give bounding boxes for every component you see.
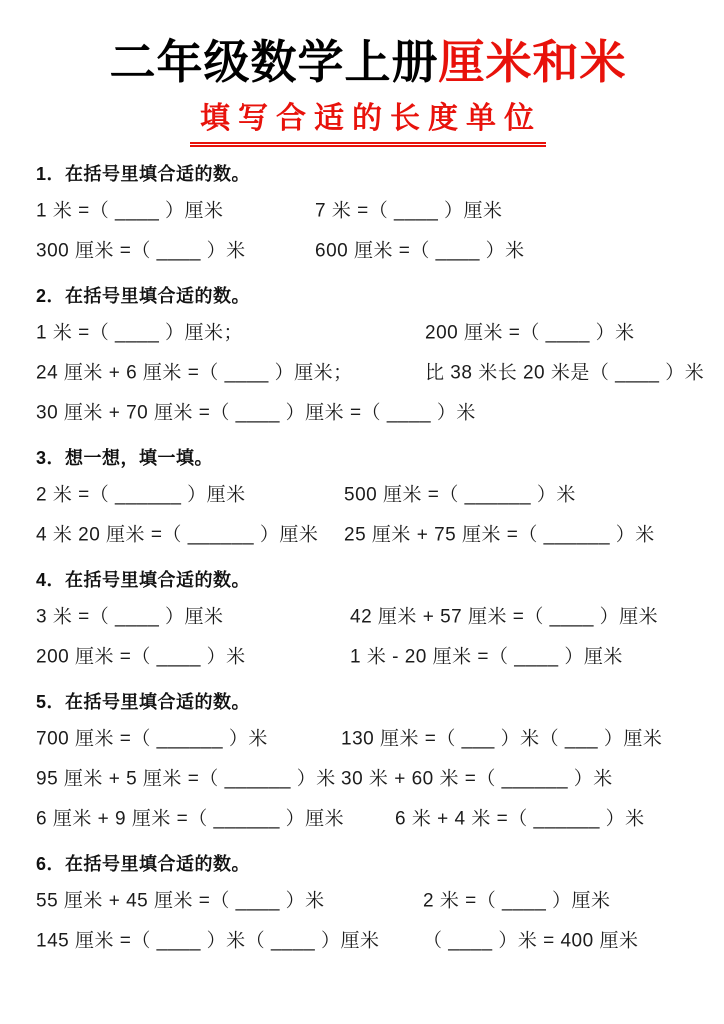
- question-left: 4 米 20 厘米 =（ ______ ）厘米: [36, 524, 319, 546]
- question-left: 30 厘米 + 70 厘米 =（ ____ ）厘米 =（ ____ ）米: [36, 402, 476, 424]
- section: [36, 688, 700, 837]
- section-header: 6．在括号里填合适的数。: [36, 853, 251, 874]
- question-right: 1 米 - 20 厘米 =（ ____ ）厘米: [350, 646, 623, 668]
- question-left: 2 米 =（ ______ ）厘米: [36, 484, 246, 506]
- question-right: 25 厘米 + 75 厘米 =（ ______ ）米: [344, 524, 655, 546]
- section-header: 5．在括号里填合适的数。: [36, 691, 251, 712]
- question-right: 30 米 + 60 米 =（ ______ ）米: [341, 768, 613, 790]
- question-row: [36, 189, 700, 229]
- question-row: [36, 717, 700, 757]
- page-title: [36, 36, 700, 89]
- question-left: 24 厘米 + 6 厘米 =（ ____ ）厘米；: [36, 362, 353, 384]
- section-header: 1．在括号里填合适的数。: [36, 163, 251, 184]
- question-right: （ ____ ）米 = 400 厘米: [423, 930, 639, 952]
- section: [36, 850, 700, 959]
- question-left: 1 米 =（ ____ ）厘米: [36, 200, 224, 222]
- section-header: 3．想一想，填一填。: [36, 447, 214, 468]
- section: [36, 160, 700, 269]
- question-right: 600 厘米 =（ ____ ）米: [315, 240, 525, 262]
- question-row: [36, 879, 700, 919]
- question-row: [36, 391, 700, 431]
- question-row: [36, 595, 700, 635]
- question-left: 1 米 =（ ____ ）厘米；: [36, 322, 244, 344]
- section-header: 2．在括号里填合适的数。: [36, 285, 251, 306]
- question-left: 3 米 =（ ____ ）厘米: [36, 606, 224, 628]
- subtitle-container: [36, 101, 700, 147]
- question-row: [36, 351, 705, 391]
- worksheet-subtitle: 填写合适的长度单位: [190, 101, 546, 147]
- question-right: 比 38 米长 20 米是（ ____ ）米: [425, 362, 705, 384]
- question-row: [36, 311, 700, 351]
- question-row: [36, 229, 700, 269]
- question-row: [36, 473, 700, 513]
- question-left: 700 厘米 =（ ______ ）米: [36, 728, 268, 750]
- section-header: 4．在括号里填合适的数。: [36, 569, 251, 590]
- question-row: [36, 757, 700, 797]
- question-left: 200 厘米 =（ ____ ）米: [36, 646, 246, 668]
- question-row: [36, 797, 700, 837]
- section: [36, 444, 700, 553]
- title-prefix: 二年级数学上册: [109, 36, 439, 88]
- question-right: 7 米 =（ ____ ）厘米: [315, 200, 503, 222]
- question-right: 130 厘米 =（ ___ ）米（ ___ ）厘米: [341, 728, 663, 750]
- question-left: 145 厘米 =（ ____ ）米（ ____ ）厘米: [36, 930, 380, 952]
- sections-container: [36, 160, 705, 959]
- question-right: 2 米 =（ ____ ）厘米: [423, 890, 611, 912]
- question-left: 300 厘米 =（ ____ ）米: [36, 240, 246, 262]
- question-left: 95 厘米 + 5 厘米 =（ ______ ）米: [36, 768, 336, 790]
- question-row: [36, 635, 700, 675]
- question-row: [36, 513, 700, 553]
- section: [36, 282, 705, 431]
- question-right: 200 厘米 =（ ____ ）米: [425, 322, 635, 344]
- question-left: 55 厘米 + 45 厘米 =（ ____ ）米: [36, 890, 325, 912]
- question-row: [36, 919, 700, 959]
- section: [36, 566, 700, 675]
- question-right: 6 米 + 4 米 =（ ______ ）米: [395, 808, 645, 830]
- title-topic: 厘米和米: [438, 36, 627, 88]
- question-right: 500 厘米 =（ ______ ）米: [344, 484, 576, 506]
- question-right: 42 厘米 + 57 厘米 =（ ____ ）厘米: [350, 606, 659, 628]
- question-left: 6 厘米 + 9 厘米 =（ ______ ）厘米: [36, 808, 345, 830]
